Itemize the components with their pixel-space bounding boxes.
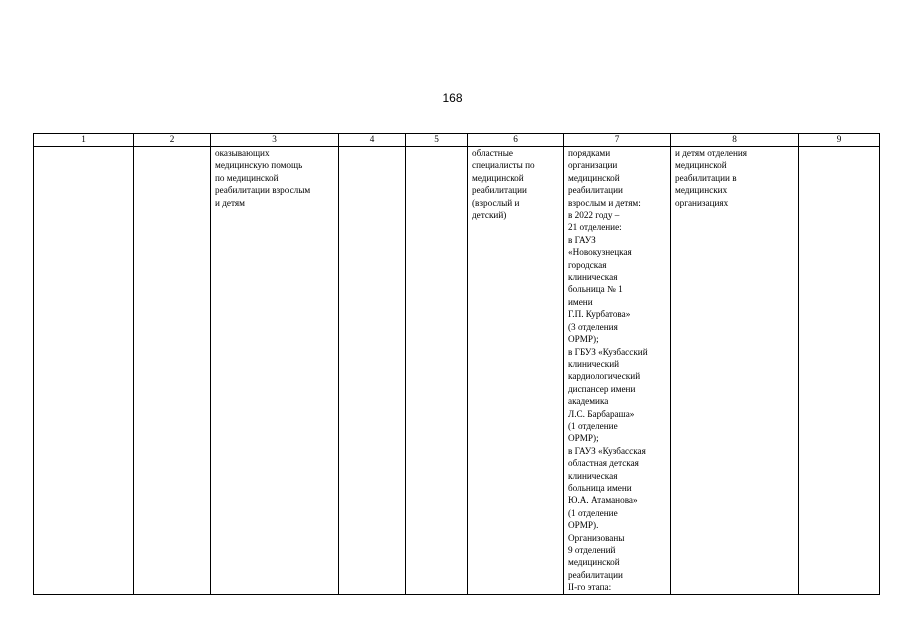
- table-cell-col8: и детям отделения медицинской реабилитации в медицинских организациях: [671, 147, 799, 595]
- table-cell-col7: порядками организации медицинской реабилитации взрослым и детям: в 2022 году – 21 отделение: в ГАУЗ «Новокузнецкая городская клиническая больница № 1 имени Г.П. Курбатова» (3 отделения ОРМР); в ГБУЗ «Кузбасский клинический кардиологический диспансер имени академика Л.С. Барбараша» (1 отделение ОРМР); в ГАУЗ «Кузбасская областная детская клиническая больница имени Ю.А. Атаманова» (1 отделение ОРМР). Организованы 9 отделений медицинской реабилитации II-го этапа:: [564, 147, 671, 595]
- table-cell-col1: [34, 147, 134, 595]
- column-number-5: 5: [406, 134, 468, 147]
- page-number: 168: [442, 91, 463, 105]
- table-row: [34, 147, 880, 595]
- table-cell-col3: оказывающих медицинскую помощь по медицинской реабилитации взрослым и детям: [211, 147, 339, 595]
- column-number-6: 6: [468, 134, 564, 147]
- table-cell-col5: [406, 147, 468, 595]
- column-number-3: 3: [211, 134, 339, 147]
- document-table: [33, 133, 880, 595]
- table-cell-col4: [339, 147, 406, 595]
- table-cell-col9: [799, 147, 880, 595]
- column-number-1: 1: [34, 134, 134, 147]
- column-number-9: 9: [799, 134, 880, 147]
- column-number-8: 8: [671, 134, 799, 147]
- table-cell-col2: [134, 147, 211, 595]
- column-number-2: 2: [134, 134, 211, 147]
- column-number-7: 7: [564, 134, 671, 147]
- column-number-4: 4: [339, 134, 406, 147]
- column-number-row: [34, 134, 880, 147]
- table-cell-col6: областные специалисты по медицинской реабилитации (взрослый и детский): [468, 147, 564, 595]
